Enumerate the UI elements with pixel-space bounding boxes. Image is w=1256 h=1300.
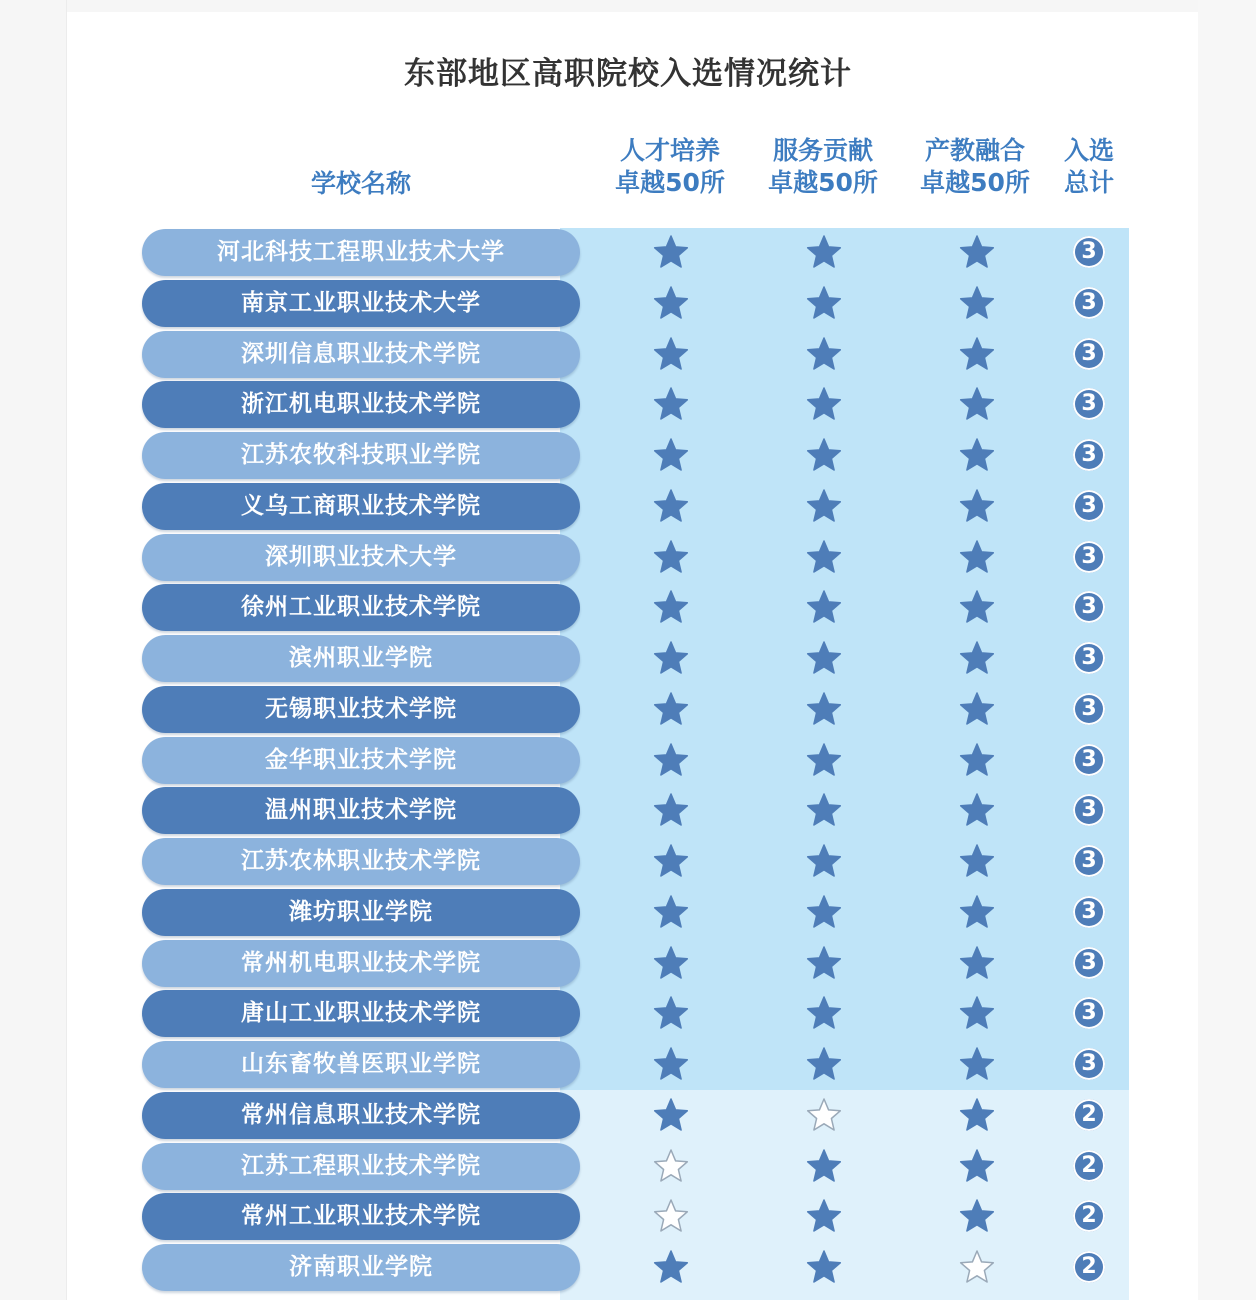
filled-star-icon: [959, 792, 995, 828]
table-row: [0, 279, 1256, 328]
total-count-badge: 3: [1073, 439, 1105, 471]
filled-star-icon: [806, 1249, 842, 1285]
total-count-badge: 3: [1073, 896, 1105, 928]
filled-star-icon: [959, 1148, 995, 1184]
school-name: 河北科技工程职业技术大学: [142, 229, 580, 276]
column-header-service-line1: 服务贡献: [772, 136, 873, 165]
filled-star-icon: [806, 742, 842, 778]
table-row: [0, 736, 1256, 785]
filled-star-icon: [959, 945, 995, 981]
table-row: [0, 1040, 1256, 1089]
column-header-industry-line2: 卓越50所: [920, 168, 1030, 197]
school-name: 山东畜牧兽医职业学院: [142, 1041, 580, 1088]
column-header-service: [748, 135, 898, 199]
filled-star-icon: [959, 234, 995, 270]
column-header-total-line2: 总计: [1063, 168, 1114, 197]
filled-star-icon: [959, 1046, 995, 1082]
filled-star-icon: [806, 589, 842, 625]
filled-star-icon: [806, 1198, 842, 1234]
total-count-badge: 2: [1073, 1099, 1105, 1131]
filled-star-icon: [806, 1046, 842, 1082]
page-top-margin: [0, 0, 1256, 12]
table-row: [0, 1243, 1256, 1292]
column-header-talent-line2: 卓越50所: [615, 168, 725, 197]
school-name: 温州职业技术学院: [142, 787, 580, 834]
filled-star-icon: [653, 742, 689, 778]
column-header-service-line2: 卓越50所: [768, 168, 878, 197]
total-count-badge: 2: [1073, 1251, 1105, 1283]
school-name: 江苏工程职业技术学院: [142, 1143, 580, 1190]
school-name: 深圳职业技术大学: [142, 534, 580, 581]
filled-star-icon: [653, 894, 689, 930]
filled-star-icon: [653, 1249, 689, 1285]
filled-star-icon: [653, 640, 689, 676]
page-title: 东部地区高职院校入选情况统计: [404, 56, 852, 92]
filled-star-icon: [653, 945, 689, 981]
empty-star-icon: [653, 1148, 689, 1184]
total-count-badge: 3: [1073, 794, 1105, 826]
school-name: 深圳信息职业技术学院: [142, 331, 580, 378]
school-name: 浙江机电职业技术学院: [142, 381, 580, 428]
filled-star-icon: [959, 1097, 995, 1133]
filled-star-icon: [806, 386, 842, 422]
table-row: [0, 685, 1256, 734]
empty-star-icon: [806, 1097, 842, 1133]
filled-star-icon: [806, 539, 842, 575]
filled-star-icon: [959, 285, 995, 321]
filled-star-icon: [806, 945, 842, 981]
total-count-badge: 3: [1073, 338, 1105, 370]
column-header-industry-line1: 产教融合: [924, 136, 1025, 165]
school-name: 济南职业学院: [142, 1244, 580, 1291]
column-header-industry: [900, 135, 1050, 199]
table-row: [0, 380, 1256, 429]
school-name: 金华职业技术学院: [142, 737, 580, 784]
filled-star-icon: [806, 691, 842, 727]
filled-star-icon: [653, 1046, 689, 1082]
filled-star-icon: [959, 336, 995, 372]
filled-star-icon: [806, 234, 842, 270]
table-row: [0, 583, 1256, 632]
filled-star-icon: [653, 792, 689, 828]
school-name: 义乌工商职业技术学院: [142, 483, 580, 530]
filled-star-icon: [806, 1148, 842, 1184]
filled-star-icon: [806, 437, 842, 473]
empty-star-icon: [653, 1198, 689, 1234]
filled-star-icon: [653, 234, 689, 270]
total-count-badge: 2: [1073, 1200, 1105, 1232]
total-count-badge: 3: [1073, 236, 1105, 268]
filled-star-icon: [959, 691, 995, 727]
school-name: 常州工业职业技术学院: [142, 1193, 580, 1240]
total-count-badge: 2: [1073, 1150, 1105, 1182]
total-count-badge: 3: [1073, 642, 1105, 674]
filled-star-icon: [653, 1097, 689, 1133]
column-header-talent: [595, 135, 745, 199]
filled-star-icon: [959, 640, 995, 676]
filled-star-icon: [959, 1198, 995, 1234]
total-count-badge: 3: [1073, 845, 1105, 877]
filled-star-icon: [806, 488, 842, 524]
filled-star-icon: [653, 589, 689, 625]
total-count-badge: 3: [1073, 490, 1105, 522]
school-name: 江苏农林职业技术学院: [142, 838, 580, 885]
table-row: [0, 837, 1256, 886]
total-count-badge: 3: [1073, 947, 1105, 979]
school-name: 常州机电职业技术学院: [142, 940, 580, 987]
table-row: [0, 989, 1256, 1038]
table-row: [0, 786, 1256, 835]
school-name: 唐山工业职业技术学院: [142, 990, 580, 1037]
total-count-badge: 3: [1073, 541, 1105, 573]
table-row: [0, 228, 1256, 277]
filled-star-icon: [806, 336, 842, 372]
total-count-badge: 3: [1073, 997, 1105, 1029]
school-name: 潍坊职业学院: [142, 889, 580, 936]
filled-star-icon: [959, 742, 995, 778]
filled-star-icon: [653, 336, 689, 372]
school-name: 徐州工业职业技术学院: [142, 584, 580, 631]
filled-star-icon: [806, 792, 842, 828]
total-count-badge: 3: [1073, 744, 1105, 776]
school-name: 无锡职业技术学院: [142, 686, 580, 733]
school-name: 南京工业职业技术大学: [142, 280, 580, 327]
filled-star-icon: [653, 285, 689, 321]
total-count-badge: 3: [1073, 1048, 1105, 1080]
filled-star-icon: [806, 995, 842, 1031]
filled-star-icon: [653, 539, 689, 575]
filled-star-icon: [653, 386, 689, 422]
table-row: [0, 888, 1256, 937]
filled-star-icon: [959, 894, 995, 930]
table-row: [0, 1142, 1256, 1191]
total-count-badge: 3: [1073, 693, 1105, 725]
table-row: [0, 939, 1256, 988]
column-header-total: [1040, 135, 1138, 199]
table-row: [0, 330, 1256, 379]
filled-star-icon: [806, 894, 842, 930]
column-header-talent-line1: 人才培养: [619, 136, 720, 165]
total-count-badge: 3: [1073, 388, 1105, 420]
filled-star-icon: [959, 488, 995, 524]
filled-star-icon: [959, 539, 995, 575]
total-count-badge: 3: [1073, 591, 1105, 623]
filled-star-icon: [959, 995, 995, 1031]
filled-star-icon: [959, 437, 995, 473]
filled-star-icon: [959, 386, 995, 422]
table-row: [0, 1091, 1256, 1140]
filled-star-icon: [959, 843, 995, 879]
filled-star-icon: [806, 640, 842, 676]
filled-star-icon: [653, 691, 689, 727]
filled-star-icon: [959, 589, 995, 625]
filled-star-icon: [653, 995, 689, 1031]
total-count-badge: 3: [1073, 287, 1105, 319]
school-name: 滨州职业学院: [142, 635, 580, 682]
empty-star-icon: [959, 1249, 995, 1285]
table-row: [0, 482, 1256, 531]
filled-star-icon: [806, 285, 842, 321]
filled-star-icon: [806, 843, 842, 879]
column-header-total-line1: 入选: [1063, 136, 1114, 165]
table-row: [0, 533, 1256, 582]
table-row: [0, 431, 1256, 480]
filled-star-icon: [653, 437, 689, 473]
filled-star-icon: [653, 843, 689, 879]
column-header-school: 学校名称: [310, 169, 411, 198]
school-name: 江苏农牧科技职业学院: [142, 432, 580, 479]
school-name: 常州信息职业技术学院: [142, 1092, 580, 1139]
table-row: [0, 634, 1256, 683]
filled-star-icon: [653, 488, 689, 524]
table-row: [0, 1192, 1256, 1241]
